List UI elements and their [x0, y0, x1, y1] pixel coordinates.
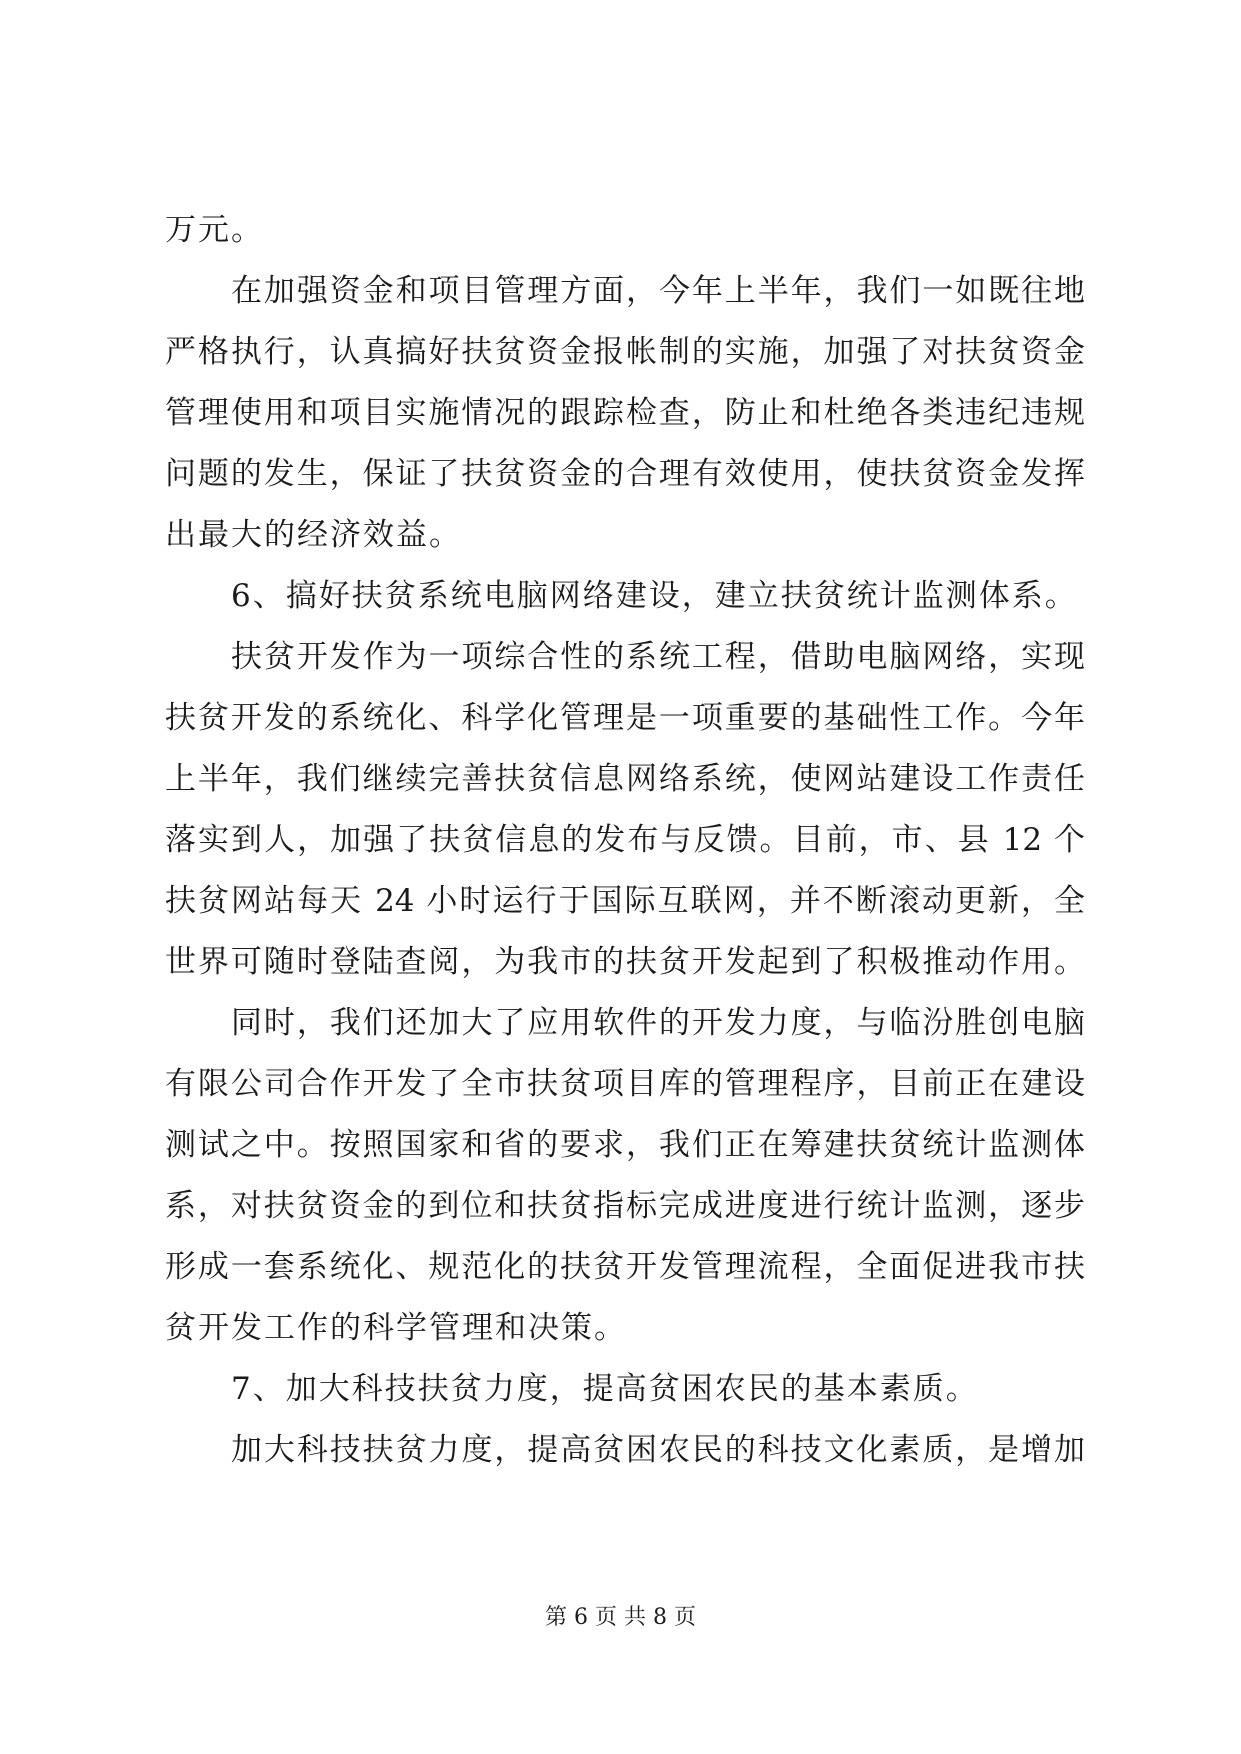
paragraph-line: 出最大的经济效益。	[165, 517, 462, 553]
paragraph-line: 测试之中。按照国家和省的要求，我们正在筹建扶贫统计监测体	[165, 1127, 1085, 1163]
page-number-footer: 第 6 页 共 8 页	[545, 1605, 696, 1630]
paragraph-line: 加大科技扶贫力度，提高贫困农民的科技文化素质，是增加	[231, 1432, 1085, 1468]
paragraph-line: 贫开发工作的科学管理和决策。	[165, 1310, 627, 1346]
paragraph-line: 有限公司合作开发了全市扶贫项目库的管理程序，目前正在建设	[165, 1066, 1085, 1102]
document-body	[165, 200, 1085, 1481]
paragraph-line: 系，对扶贫资金的到位和扶贫指标完成进度进行统计监测，逐步	[165, 1188, 1085, 1224]
paragraph-line: 上半年，我们继续完善扶贫信息网络系统，使网站建设工作责任	[165, 761, 1085, 797]
paragraph-line: 在加强资金和项目管理方面，今年上半年，我们一如既往地	[231, 273, 1085, 309]
paragraph-line: 扶贫开发作为一项综合性的系统工程，借助电脑网络，实现	[231, 639, 1085, 675]
paragraph-line: 扶贫开发的系统化、科学化管理是一项重要的基础性工作。今年	[165, 700, 1085, 736]
paragraph-line: 问题的发生，保证了扶贫资金的合理有效使用，使扶贫资金发挥	[165, 456, 1085, 492]
paragraph-line: 形成一套系统化、规范化的扶贫开发管理流程，全面促进我市扶	[165, 1249, 1085, 1285]
paragraph-line: 世界可随时登陆查阅，为我市的扶贫开发起到了积极推动作用。	[165, 944, 1085, 980]
section-heading: 7、加大科技扶贫力度，提高贫困农民的基本素质。	[231, 1371, 979, 1407]
paragraph-line: 管理使用和项目实施情况的跟踪检查，防止和杜绝各类违纪违规	[165, 395, 1085, 431]
paragraph-line: 同时，我们还加大了应用软件的开发力度，与临汾胜创电脑	[231, 1005, 1085, 1041]
paragraph-line: 严格执行，认真搞好扶贫资金报帐制的实施，加强了对扶贫资金	[165, 334, 1085, 370]
paragraph-line: 万元。	[165, 212, 264, 248]
paragraph-line: 落实到人，加强了扶贫信息的发布与反馈。目前，市、县 12 个	[165, 822, 1085, 858]
section-heading: 6、搞好扶贫系统电脑网络建设，建立扶贫统计监测体系。	[231, 578, 1078, 614]
paragraph-line: 扶贫网站每天 24 小时运行于国际互联网，并不断滚动更新，全	[165, 883, 1085, 919]
